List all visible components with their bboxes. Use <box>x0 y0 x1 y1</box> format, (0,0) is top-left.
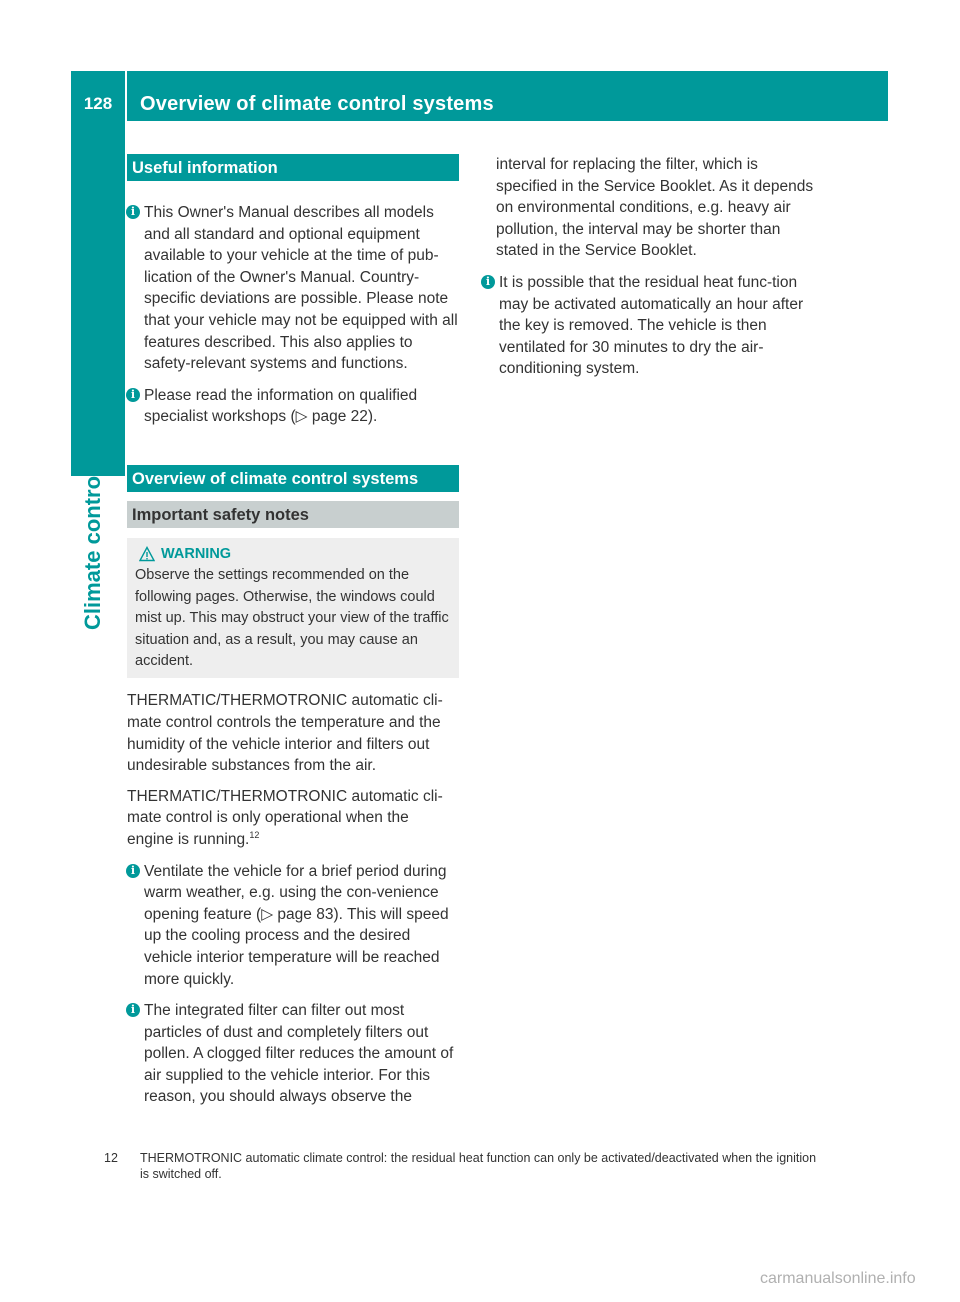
side-section-label: Climate control <box>80 469 105 630</box>
info-icon: i <box>481 275 495 289</box>
info-text: This Owner's Manual describes all models and all standard and optional equipment available to your vehicle at the time of pub-lication of the Owner's Manual. Country-specific deviations are possible. Please note that your vehicle may not be equipped with all features described. This also applies to safety-relevant systems and functions. <box>144 204 458 373</box>
info-text: Please read the information on qualified specialist workshops (▷ page 22). <box>144 386 418 426</box>
overview-heading: Overview of climate control systems <box>127 465 459 492</box>
info-text: Ventilate the vehicle for a brief period during warm weather, e.g. using the con-venience opening feature (▷ page 83). This will speed up the cooling process and the desired vehicle interior temperature will be reached more quickly. <box>144 862 449 988</box>
footnote-text: THERMOTRONIC automatic climate control: the residual heat function can only be activated/deactivated when the ignition is switched off. <box>140 1151 817 1181</box>
header-title: Overview of climate control systems <box>140 93 494 115</box>
info-icon: i <box>126 864 140 878</box>
info-note-workshops <box>127 385 459 428</box>
paragraph-thermatic-operational <box>127 786 459 851</box>
warning-box <box>127 538 459 678</box>
info-note-residual-heat <box>482 272 814 380</box>
left-column <box>127 154 459 1108</box>
right-column <box>482 154 814 380</box>
info-note-owners-manual <box>127 202 459 375</box>
watermark: carmanualsonline.info <box>760 1270 916 1287</box>
side-tab-marker <box>71 121 125 476</box>
paragraph-thermatic-function: THERMATIC/THERMOTRONIC automatic cli-mate control controls the temperature and the humidity of the vehicle interior and filters out undesirable substances from the air. <box>127 692 443 775</box>
footnote-number: 12 <box>104 1151 118 1165</box>
info-text: It is possible that the residual heat func-tion may be activated automatically an hour after the key is removed. The vehicle is then ventilated for 30 minutes to dry the air-conditioning system. <box>499 273 804 378</box>
safety-notes-heading: Important safety notes <box>127 501 459 528</box>
info-icon: i <box>126 388 140 402</box>
side-section-label-wrap <box>80 469 120 830</box>
footnote-reference[interactable]: 12 <box>249 829 260 840</box>
page-header <box>71 71 888 121</box>
useful-information-heading: Useful information <box>127 154 459 181</box>
warning-text: Observe the settings recommended on the following pages. Otherwise, the windows could mist up. This may obstruct your view of the traffic situation and, as a result, you may cause an accident. <box>135 567 449 669</box>
info-icon: i <box>126 1003 140 1017</box>
page-number: 128 <box>83 94 113 113</box>
paragraph-text: THERMATIC/THERMOTRONIC automatic cli-mate control is only operational when the engine is running. <box>127 787 443 848</box>
header-divider <box>125 71 127 121</box>
info-text: The integrated filter can filter out most particles of dust and completely filters out pollen. A clogged filter reduces the amount of air supplied to the vehicle interior. For this reason, you should always observe the <box>144 1002 454 1106</box>
footnote <box>104 1150 824 1182</box>
warning-triangle-icon <box>139 546 155 562</box>
info-icon: i <box>126 205 140 219</box>
warning-heading <box>135 544 451 565</box>
info-note-filter <box>127 1000 459 1108</box>
warning-label: WARNING <box>161 545 232 562</box>
info-continuation: interval for replacing the filter, which is specified in the Service Booklet. As it depends on environmental conditions, e.g. heavy air pollution, the interval may be shorter than stated in the Service Booklet. <box>496 156 814 260</box>
info-note-ventilate <box>127 861 459 991</box>
